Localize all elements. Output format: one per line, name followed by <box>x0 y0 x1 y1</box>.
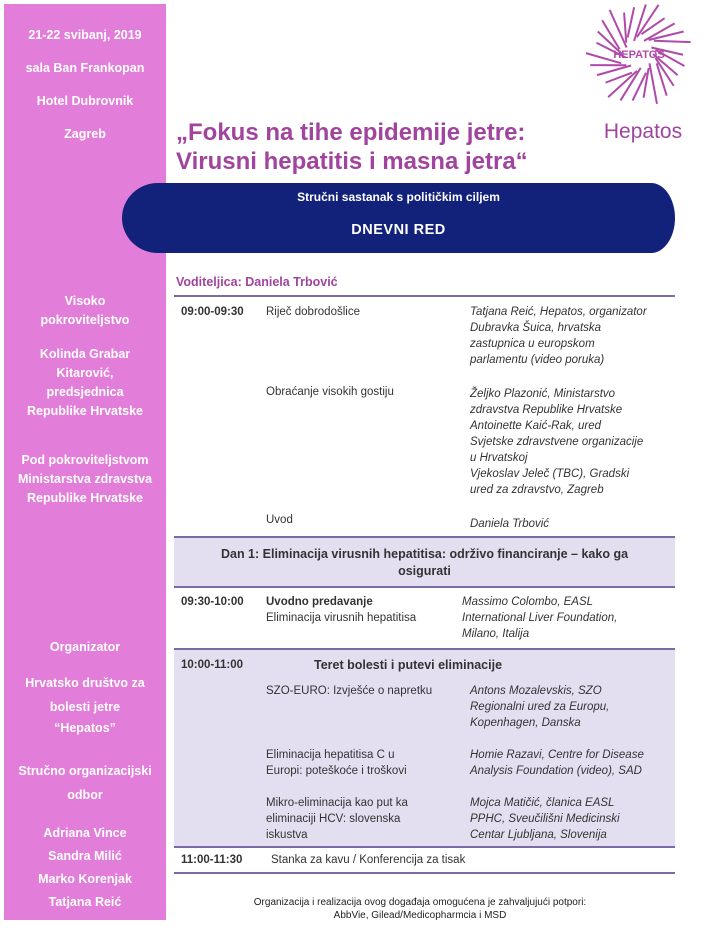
session-activity: SZO-EURO: Izvješće o napretku <box>266 685 433 697</box>
organizer: Hrvatsko društvo za bolesti jetre <box>25 676 145 714</box>
event-date: 21-22 svibanj, 2019 <box>28 28 142 42</box>
session-speaker: Daniela Trbović <box>470 518 550 530</box>
session-activity: Eliminacija virusnih hepatitisa <box>266 612 417 624</box>
logo-letters: HEPATOS <box>613 49 665 61</box>
session-block <box>174 300 675 536</box>
committee-member: Tatjana Reić <box>48 895 122 909</box>
divider <box>174 872 675 874</box>
committee-member: Sandra Milić <box>48 849 122 863</box>
high-patronage-label: Visoko pokroviteljstvo <box>40 294 130 327</box>
day-title-line-2: osigurati <box>398 564 451 578</box>
committee-label: Stručno organizacijski odbor <box>18 764 152 802</box>
session-block <box>174 650 675 846</box>
banner-heading: DNEVNI RED <box>351 222 446 238</box>
session-activity: Obraćanje visokih gostiju <box>266 386 394 398</box>
session-speaker: Mojca Matičić, članica EASL PPHC, Sveučilišni Medicinski Centar Ljubljana, Slovenija <box>470 797 620 841</box>
footer-sponsor-note: Organizacija i realizacija ovog događaja omogućena je zahvaljujući potpori: <box>253 897 587 908</box>
session-speaker: Massimo Colombo, EASL International Liver Foundation, Milano, Italija <box>462 596 618 640</box>
committee-member: Adriana Vince <box>43 826 127 840</box>
session-activity: Mikro-eliminacija kao put ka eliminaciji HCV: slovenska iskustva <box>266 797 408 841</box>
event-hotel: Hotel Dubrovnik <box>36 94 134 108</box>
banner-subtitle: Stručni sastanak s političkim ciljem <box>297 190 500 204</box>
session-speaker: Željko Plazonić, Ministarstvo zdravstva Republike Hrvatske Antoinette Kaić-Rak, ured Svjetske zdravstvene organizacije u Hrvatskoj Vjekoslav Jeleč (TBC), Gradski ured za zdravstvo, Zagreb <box>470 388 644 496</box>
day-header <box>174 538 675 586</box>
logo-ray <box>634 4 646 40</box>
session-block <box>174 848 675 872</box>
logo-ray <box>656 58 674 86</box>
session-title: Uvodno predavanje <box>266 596 373 608</box>
session-block <box>174 588 675 648</box>
session-speaker: Antons Mozalevskis, SZO Regionalni ured za Europu, Kopenhagen, Danska <box>470 685 610 729</box>
page-title <box>176 118 528 176</box>
high-patron: Kolinda Grabar Kitarović, predsjednica Republike Hrvatske <box>26 347 144 418</box>
logo-ray <box>654 41 691 42</box>
title-line-1: „Fokus na tihe epidemije jetre: <box>176 119 526 146</box>
session-time: 09:00-09:30 <box>181 306 244 318</box>
session-title: Teret bolesti i putevi eliminacije <box>314 658 503 672</box>
session-speaker: Homie Razavi, Centre for Disease Analysis Foundation (video), SAD <box>470 749 644 777</box>
session-activity: Stanka za kavu / Konferencija za tisak <box>271 854 466 866</box>
logo-ray <box>597 66 631 76</box>
session-activity: Riječ dobrodošlice <box>266 306 360 318</box>
event-city: Zagreb <box>64 127 106 141</box>
hepatos-logo-icon <box>577 4 701 104</box>
organizer-name: “Hepatos” <box>54 721 116 735</box>
patronage-label: Pod pokroviteljstvom Ministarstva zdravstva Republike Hrvatske <box>17 453 153 505</box>
divider <box>174 295 675 297</box>
logo-ray <box>624 13 626 43</box>
day-title-line-1: Dan 1: Eliminacija virusnih hepatitisa: održivo financiranje – kako ga <box>220 547 629 561</box>
session-speaker: Tatjana Reić, Hepatos, organizator Dubravka Šuica, hrvatska zastupnica u europskom parlamentu (video poruka) <box>470 306 647 366</box>
session-time: 09:30-10:00 <box>181 596 244 608</box>
logo-ray <box>644 68 649 98</box>
logo-ray <box>649 63 656 104</box>
session-activity: Eliminacija hepatitisa C u Europi: poteškoće i troškovi <box>266 749 407 777</box>
logo-ray <box>606 73 632 83</box>
session-time: 10:00-11:00 <box>181 659 244 671</box>
moderator: Voditeljica: Daniela Trbović <box>176 275 338 289</box>
logo-ray <box>628 7 634 37</box>
title-line-2: Virusni hepatitis i masna jetra“ <box>176 148 528 175</box>
organizer-label: Organizator <box>49 640 121 654</box>
event-hall: sala Ban Frankopan <box>25 61 145 75</box>
logo-ray <box>608 71 637 97</box>
session-time: 11:00-11:30 <box>181 854 243 866</box>
sidebar <box>4 4 166 920</box>
committee-member: Marko Korenjak <box>38 872 132 886</box>
footer-sponsors: AbbVie, Gilead/Medicopharmcia i MSD <box>333 910 507 921</box>
session-activity: Uvod <box>266 514 293 526</box>
logo-wordmark: Hepatos <box>603 120 683 143</box>
